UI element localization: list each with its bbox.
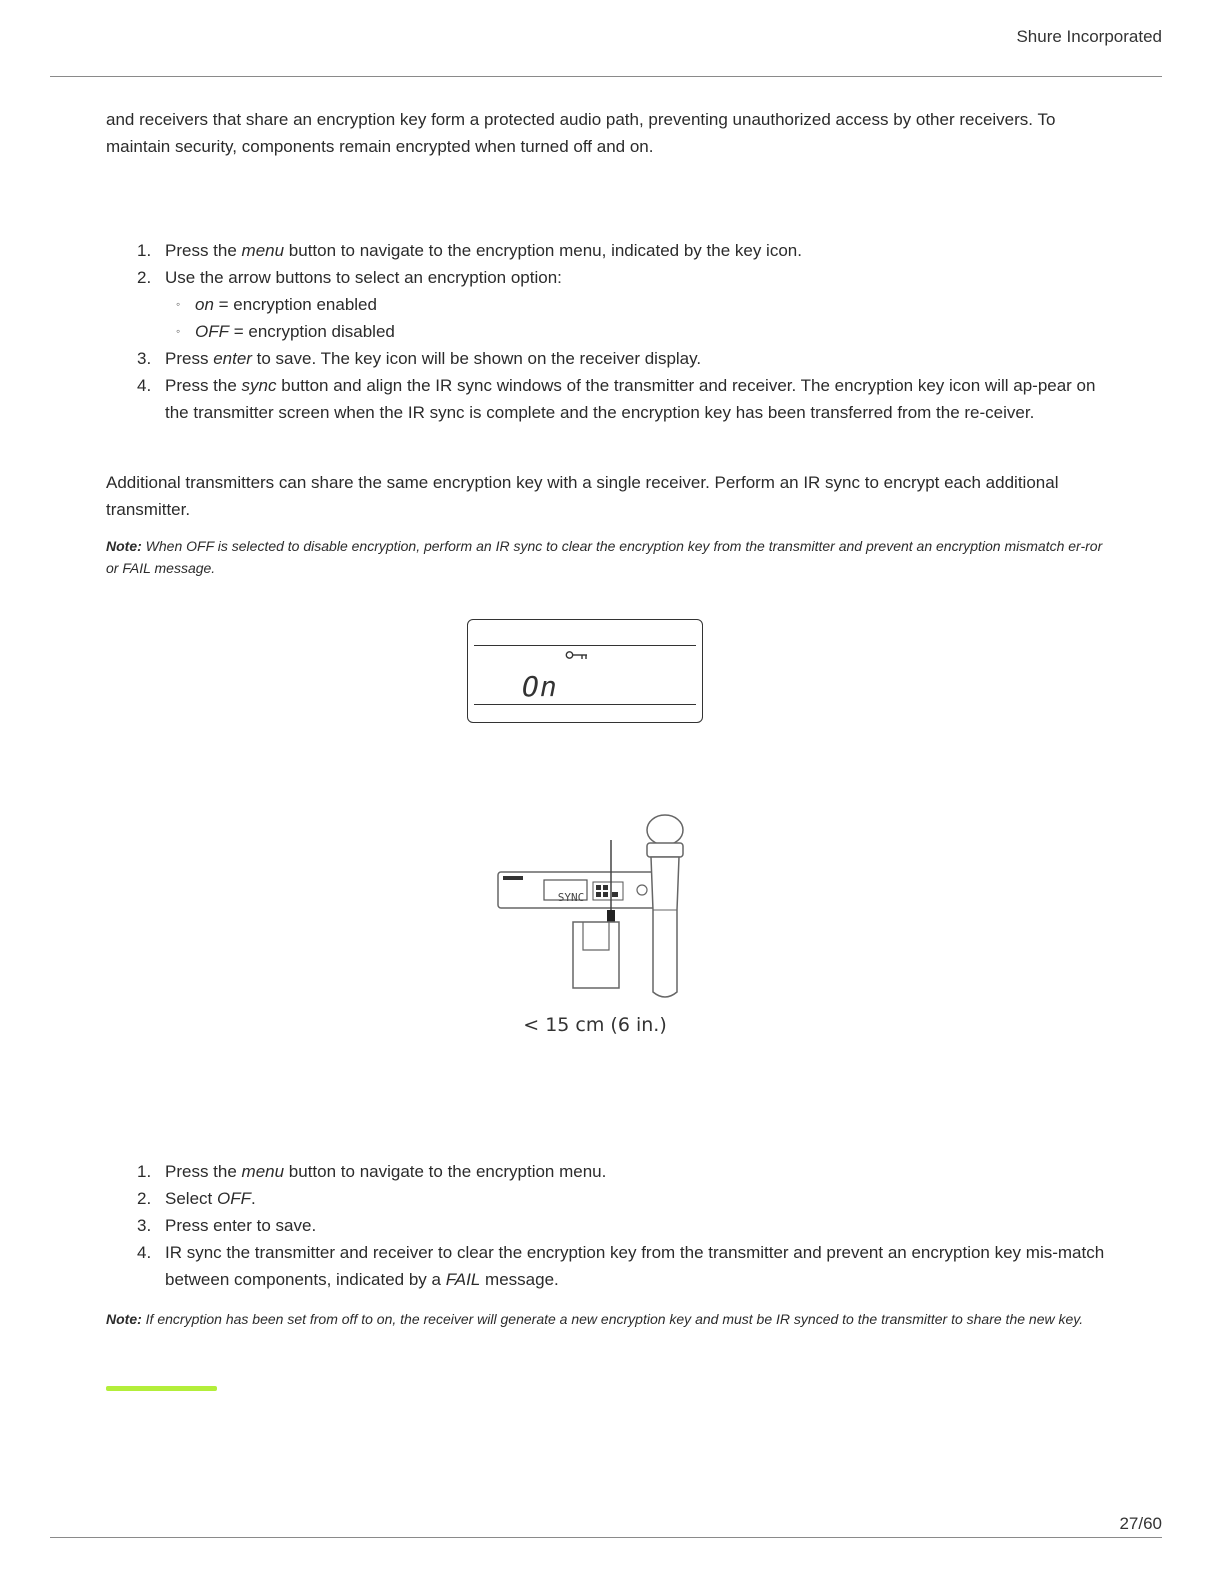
step-number: 4. (137, 376, 152, 395)
header-company: Shure Incorporated (1016, 27, 1162, 46)
section-accent-bar (106, 1386, 217, 1391)
footer-rule (50, 1537, 1162, 1538)
list-item: Press the sync button and align the IR sync windows of the transmitter and receiver. The encryption key icon will ap-pear on the transmitter screen when the IR sync is complete and the encryption key has been transferred from the re-ceiver. (165, 376, 1096, 422)
key-icon (565, 649, 589, 661)
list-item: Select OFF. (165, 1189, 256, 1208)
list-item: Press the menu button to navigate to the encryption menu. (165, 1162, 607, 1181)
header-rule (50, 76, 1162, 77)
receiver-lcd-display (467, 619, 703, 723)
list-item: IR sync the transmitter and receiver to clear the encryption key from the transmitter and prevent an encryption key mis-match between components, indicated by a FAIL message. (165, 1243, 1105, 1289)
note-2: Note: If encryption has been set from off to on, the receiver will generate a new encryption key and must be IR synced to the transmitter to share the new key. (106, 1311, 1084, 1327)
lcd-value: On (522, 670, 558, 703)
step-number: 3. (137, 1216, 152, 1235)
step-number: 1. (137, 1162, 152, 1181)
transmitter-receiver-drawing (495, 810, 695, 1010)
step-number: 1. (137, 241, 152, 260)
bullet-icon: ◦ (176, 324, 181, 338)
list-item: Press enter to save. (165, 1216, 317, 1235)
step-number: 3. (137, 349, 152, 368)
additional-paragraph: Additional transmitters can share the same encryption key with a single receiver. Perform an IR sync to encrypt each additional transmitter. (106, 473, 1059, 519)
lcd-divider (474, 704, 696, 705)
note-1: Note: When OFF is selected to disable encryption, perform an IR sync to clear the encryption key from the transmitter and prevent an encryption mismatch er-ror or FAIL message. (106, 538, 1103, 576)
svg-text:SYNC: SYNC (557, 891, 585, 903)
list-item: Press the menu button to navigate to the encryption menu, indicated by the key icon. (165, 241, 802, 260)
step-number: 2. (137, 1189, 152, 1208)
intro-paragraph: and receivers that share an encryption key form a protected audio path, preventing unauthorized access by other receivers. To maintain security, components remain encrypted when turned off and on. (106, 110, 1056, 156)
option-item: on = encryption enabled (195, 295, 377, 314)
bullet-icon: ◦ (176, 297, 181, 311)
option-item: OFF = encryption disabled (195, 322, 395, 341)
step-number: 4. (137, 1243, 152, 1262)
list-item: Press enter to save. The key icon will be shown on the receiver display. (165, 349, 702, 368)
step-number: 2. (137, 268, 152, 287)
list-item: Use the arrow buttons to select an encryption option: (165, 268, 562, 287)
sync-window (552, 891, 590, 903)
ir-sync-illustration (495, 810, 695, 1050)
distance-label: < 15 cm (6 in.) (523, 1014, 667, 1036)
lcd-divider (474, 645, 696, 646)
page-number: 27/60 (1119, 1514, 1162, 1533)
